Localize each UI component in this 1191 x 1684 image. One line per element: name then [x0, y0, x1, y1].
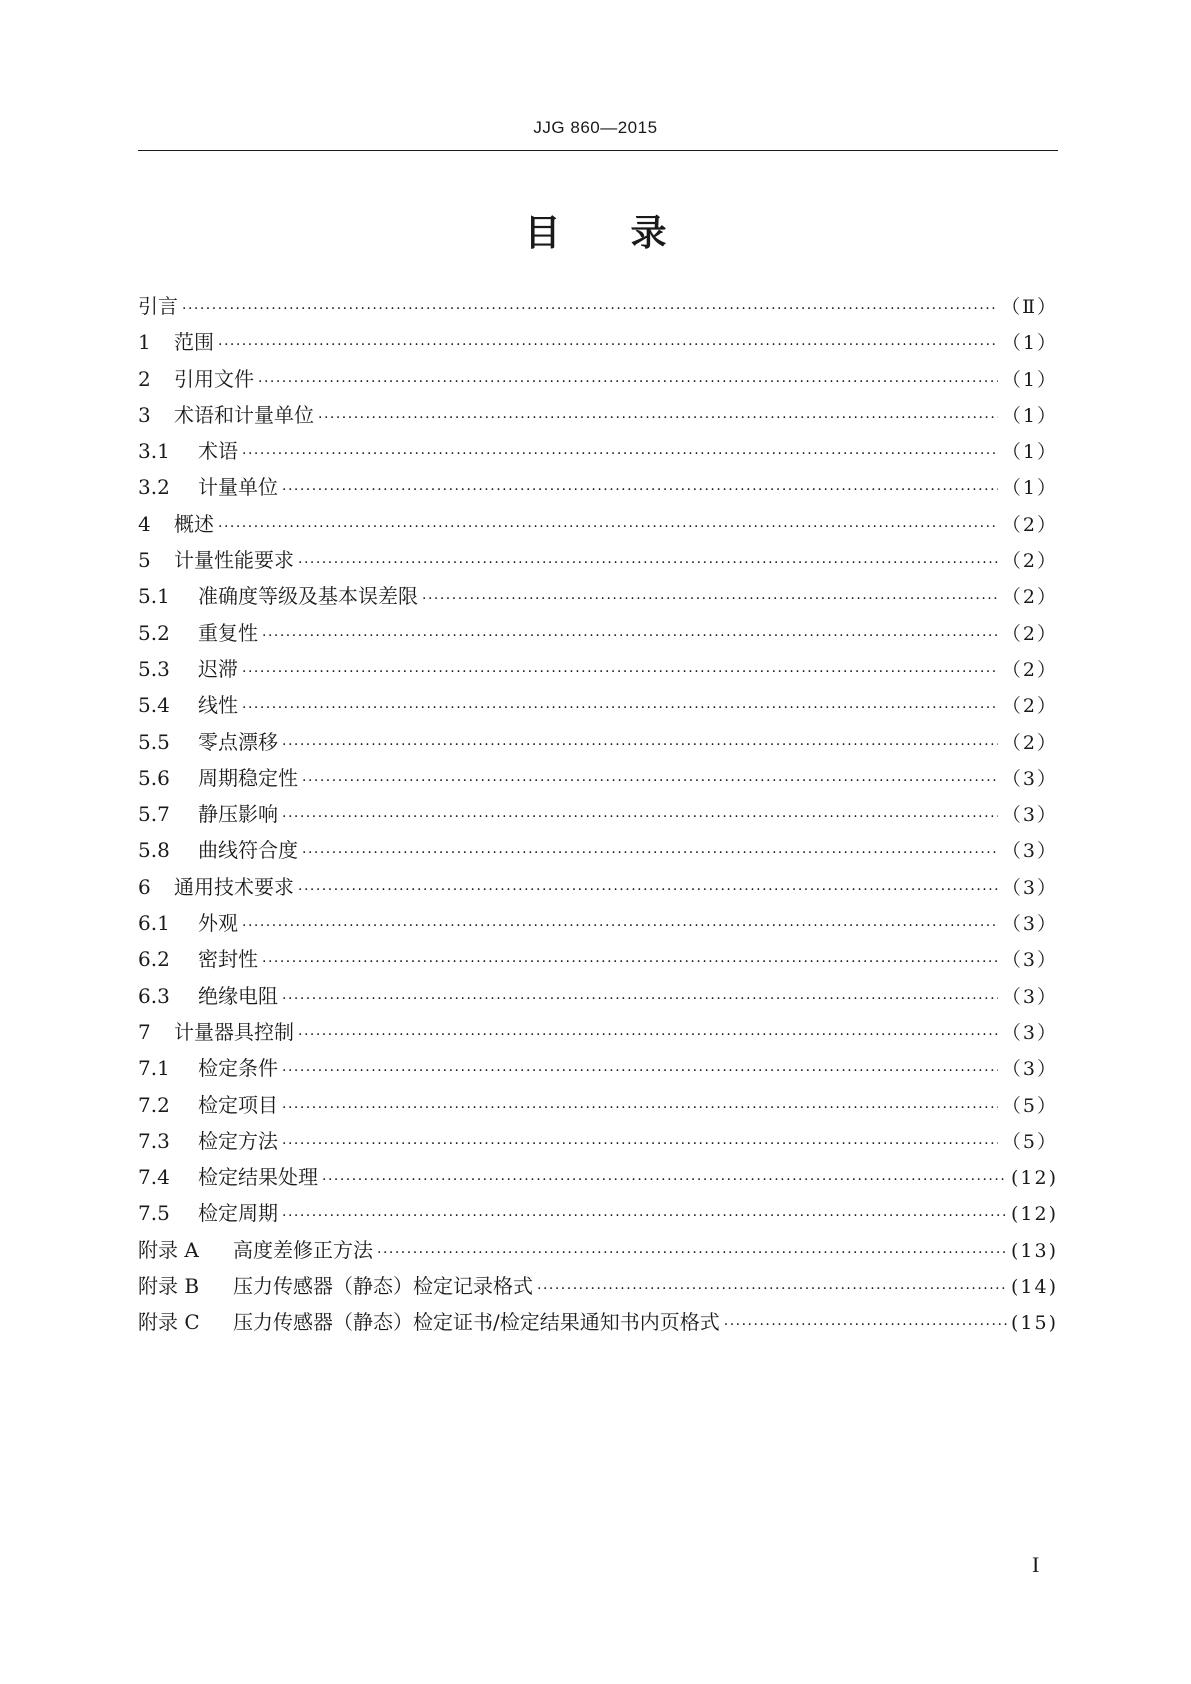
toc-entry-label: 零点漂移 [198, 729, 278, 754]
toc-entry-number: 6.1 [138, 911, 170, 936]
toc-entry-label: 检定结果处理 [198, 1165, 318, 1190]
toc-entry-label: 术语 [198, 439, 238, 464]
toc-entry-number: 3 [138, 402, 151, 427]
toc-entry[interactable] [138, 798, 1058, 834]
toc-entry[interactable] [138, 653, 1058, 689]
toc-entry[interactable] [138, 907, 1058, 943]
toc-leader-dots [422, 591, 998, 607]
toc-entry-page: （3） [1001, 876, 1058, 899]
toc-entry[interactable] [138, 871, 1058, 907]
toc-entry[interactable] [138, 363, 1058, 399]
toc-entry-page: (13) [1010, 1239, 1058, 1262]
toc-leader-dots [282, 991, 998, 1007]
toc-entry-label: 检定条件 [198, 1056, 278, 1081]
toc-leader-dots [302, 845, 998, 861]
toc-entry[interactable] [138, 726, 1058, 762]
toc-entry[interactable] [138, 943, 1058, 979]
toc-entry[interactable] [138, 544, 1058, 580]
toc-entry-number: 3.1 [138, 439, 170, 464]
toc-entry-number: 7.5 [138, 1201, 170, 1226]
toc-entry-label: 曲线符合度 [198, 838, 298, 863]
toc-leader-dots [302, 773, 998, 789]
toc-leader-dots [282, 809, 998, 825]
toc-entry[interactable] [138, 834, 1058, 870]
toc-entry-number: 附录 C [138, 1310, 200, 1335]
toc-entry-label: 周期稳定性 [198, 765, 298, 790]
toc-entry-label: 外观 [198, 911, 238, 936]
toc-leader-dots [318, 410, 998, 426]
toc-entry-number: 7.1 [138, 1056, 170, 1081]
toc-leader-dots [282, 1136, 998, 1152]
toc-entry-label: 准确度等级及基本误差限 [198, 584, 418, 609]
toc-entry-page: （3） [1001, 767, 1058, 790]
toc-entry-page: （3） [1001, 913, 1058, 936]
toc-leader-dots [537, 1281, 1007, 1297]
toc-leader-dots [182, 301, 997, 317]
toc-entry-label: 绝缘电阻 [198, 983, 278, 1008]
toc-entry-page: （2） [1001, 586, 1058, 609]
toc-leader-dots [298, 555, 998, 571]
toc-entry-page: （1） [1001, 368, 1058, 391]
toc-entry-number: 4 [138, 511, 151, 536]
toc-entry-label: 引用文件 [174, 366, 254, 391]
toc-entry-number: 5.8 [138, 838, 170, 863]
toc-entry-number: 7.4 [138, 1165, 170, 1190]
page-title: 目录 [524, 213, 737, 254]
toc-entry-page: （3） [1001, 949, 1058, 972]
header-rule [138, 150, 1058, 151]
toc-entry-label: 线性 [198, 693, 238, 718]
toc-entry[interactable] [138, 435, 1058, 471]
toc-entry-page: （5） [1001, 1094, 1058, 1117]
toc-entry-number: 7.2 [138, 1092, 170, 1117]
toc-entry[interactable] [138, 580, 1058, 616]
toc-entry-label: 高度差修正方法 [233, 1237, 373, 1262]
toc-entry[interactable] [138, 471, 1058, 507]
toc-entry-page: （1） [1001, 477, 1058, 500]
toc-entry[interactable] [138, 1161, 1058, 1197]
toc-entry-label: 概述 [174, 511, 214, 536]
toc-entry-number: 附录 A [138, 1237, 199, 1262]
toc-entry-page: （1） [1001, 404, 1058, 427]
toc-leader-dots [242, 446, 998, 462]
toc-entry-page: （2） [1001, 731, 1058, 754]
toc-leader-dots [282, 1208, 1007, 1224]
page-number: I [1032, 1552, 1040, 1577]
toc-leader-dots [377, 1245, 1007, 1261]
toc-entry-page: (15) [1010, 1312, 1058, 1335]
toc-leader-dots [218, 519, 998, 535]
toc-entry-label: 计量器具控制 [174, 1019, 294, 1044]
table-of-contents [138, 290, 1058, 1343]
toc-entry[interactable] [138, 1016, 1058, 1052]
toc-entry-number: 5.4 [138, 693, 170, 718]
toc-entry-label: 压力传感器（静态）检定记录格式 [233, 1274, 533, 1299]
toc-entry-label: 密封性 [198, 947, 258, 972]
toc-leader-dots [298, 882, 998, 898]
toc-entry[interactable] [138, 399, 1058, 435]
toc-entry-number: 7 [138, 1019, 151, 1044]
toc-entry-number: 7.3 [138, 1128, 170, 1153]
toc-entry[interactable] [138, 1197, 1058, 1233]
toc-entry-page: （1） [1001, 332, 1058, 355]
toc-leader-dots [282, 737, 998, 753]
toc-leader-dots [322, 1172, 1007, 1188]
toc-entry-page: （3） [1001, 804, 1058, 827]
toc-leader-dots [242, 918, 998, 934]
toc-entry-number: 5.5 [138, 729, 170, 754]
toc-entry-page: （3） [1001, 985, 1058, 1008]
toc-entry-label: 计量单位 [198, 475, 278, 500]
toc-leader-dots [282, 1063, 998, 1079]
toc-entry-page: （3） [1001, 1058, 1058, 1081]
toc-entry-page: (14) [1010, 1276, 1058, 1299]
toc-leader-dots [724, 1317, 1007, 1333]
toc-entry-label: 范围 [174, 330, 214, 355]
toc-entry-number: 2 [138, 366, 151, 391]
toc-leader-dots [218, 337, 998, 353]
toc-entry[interactable] [138, 1234, 1058, 1270]
toc-entry-number: 附录 B [138, 1274, 200, 1299]
toc-entry-number: 6.3 [138, 983, 170, 1008]
toc-entry-number: 6 [138, 874, 151, 899]
toc-leader-dots [242, 700, 998, 716]
toc-entry-number: 3.2 [138, 475, 170, 500]
toc-entry-number: 5.6 [138, 765, 170, 790]
toc-entry[interactable] [138, 290, 1058, 326]
toc-entry-page: （2） [1001, 513, 1058, 536]
toc-entry-page: （3） [1001, 1021, 1058, 1044]
toc-leader-dots [242, 664, 998, 680]
toc-entry-page: （3） [1001, 840, 1058, 863]
toc-entry-label: 通用技术要求 [174, 874, 294, 899]
toc-entry-page: （2） [1001, 550, 1058, 573]
toc-entry[interactable] [138, 1306, 1058, 1342]
toc-leader-dots [282, 1100, 998, 1116]
toc-entry-page: (12) [1010, 1203, 1058, 1226]
toc-entry-label: 静压影响 [198, 802, 278, 827]
toc-entry[interactable] [138, 617, 1058, 653]
toc-entry[interactable] [138, 1270, 1058, 1306]
toc-entry-label: 检定项目 [198, 1092, 278, 1117]
toc-entry[interactable] [138, 689, 1058, 725]
toc-entry-label: 术语和计量单位 [174, 402, 314, 427]
toc-entry-label: 压力传感器（静态）检定证书/检定结果通知书内页格式 [233, 1310, 720, 1335]
toc-leader-dots [258, 374, 998, 390]
toc-entry-label: 检定周期 [198, 1201, 278, 1226]
toc-entry-page: (12) [1010, 1167, 1058, 1190]
toc-entry[interactable] [138, 762, 1058, 798]
toc-entry-number: 5.3 [138, 656, 170, 681]
toc-entry-number: 5.7 [138, 802, 170, 827]
toc-entry[interactable] [138, 508, 1058, 544]
toc-entry-label: 迟滞 [198, 656, 238, 681]
toc-entry[interactable] [138, 1089, 1058, 1125]
toc-leader-dots [282, 482, 998, 498]
toc-entry[interactable] [138, 326, 1058, 362]
toc-entry-label: 重复性 [198, 620, 258, 645]
toc-entry[interactable] [138, 1052, 1058, 1088]
toc-leader-dots [298, 1027, 998, 1043]
toc-entry-number: 5 [138, 548, 151, 573]
document-code: JJG 860—2015 [533, 118, 658, 137]
toc-entry-label: 引言 [138, 294, 178, 318]
toc-entry-number: 5.2 [138, 620, 170, 645]
toc-entry[interactable] [138, 1125, 1058, 1161]
toc-entry-number: 6.2 [138, 947, 170, 972]
toc-leader-dots [262, 954, 998, 970]
toc-entry-label: 计量性能要求 [174, 548, 294, 573]
toc-entry-page: （1） [1001, 441, 1058, 464]
toc-leader-dots [262, 628, 998, 644]
toc-entry-page: （Ⅱ） [1001, 296, 1058, 318]
toc-entry[interactable] [138, 980, 1058, 1016]
toc-entry-page: （5） [1001, 1130, 1058, 1153]
toc-entry-number: 5.1 [138, 584, 170, 609]
toc-entry-page: （2） [1001, 695, 1058, 718]
toc-entry-number: 1 [138, 330, 151, 355]
toc-entry-page: （2） [1001, 622, 1058, 645]
toc-entry-page: （2） [1001, 658, 1058, 681]
toc-entry-label: 检定方法 [198, 1128, 278, 1153]
